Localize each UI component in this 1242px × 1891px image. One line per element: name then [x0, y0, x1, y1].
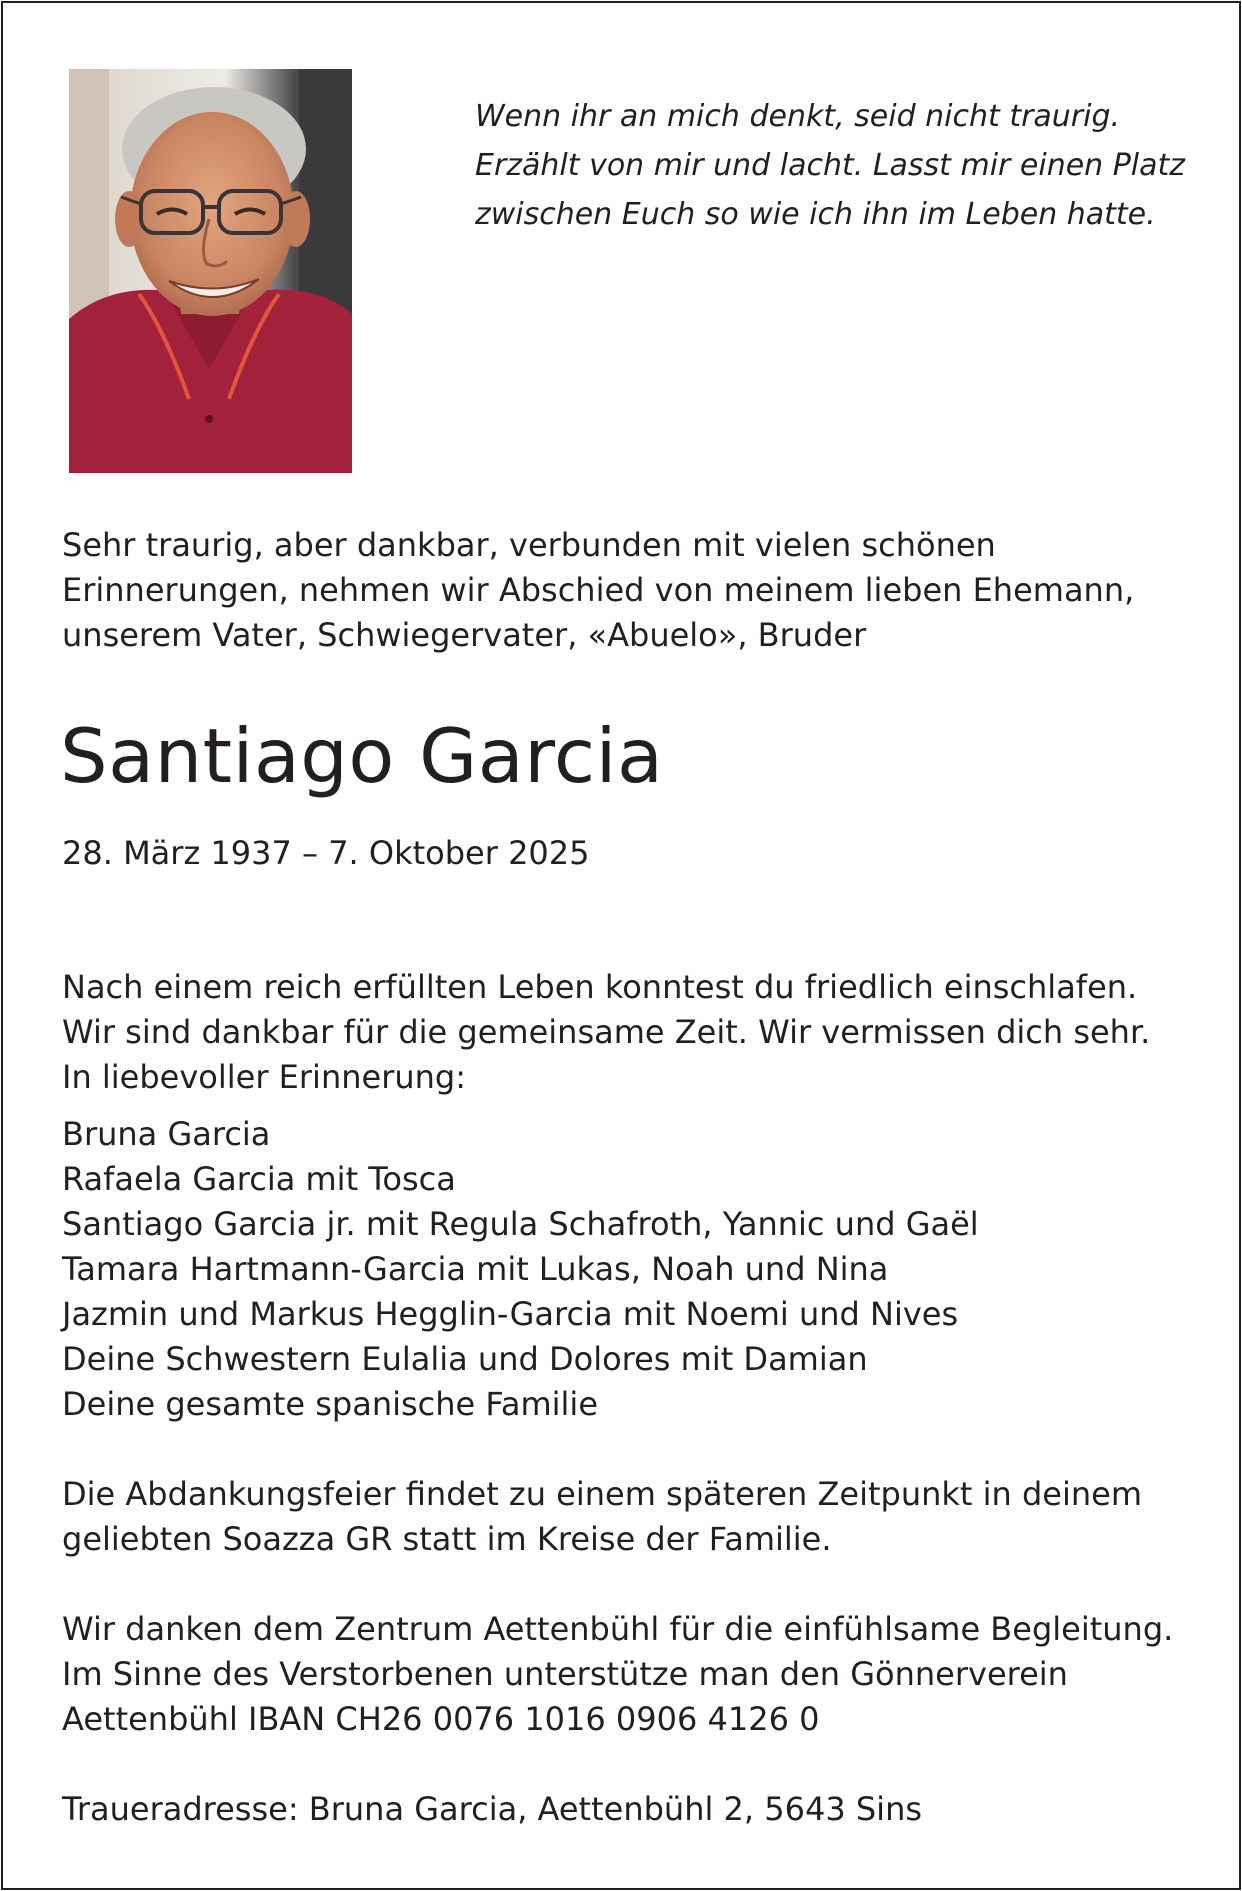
intro-paragraph — [62, 523, 1134, 658]
mourners-heading: In liebevoller Erinnerung: — [62, 1058, 466, 1096]
thanks-line: Aettenbühl IBAN CH26 0076 1016 0906 4126 0 — [62, 1700, 820, 1738]
deceased-name: Santiago Garcia — [60, 712, 664, 800]
portrait-photo — [69, 69, 352, 473]
ceremony-line: Die Abdankungsfeier findet zu einem späteren Zeitpunkt in deinem — [62, 1475, 1143, 1513]
thanks-line: Im Sinne des Verstorbenen unterstütze man den Gönnerverein — [62, 1655, 1068, 1693]
ceremony-notice — [62, 1472, 1142, 1562]
intro-line: unserem Vater, Schwiegervater, «Abuelo», Bruder — [62, 616, 867, 654]
mourner-name: Rafaela Garcia mit Tosca — [62, 1160, 456, 1198]
quote-line: Wenn ihr an mich denkt, seid nicht traurig. — [475, 99, 1121, 134]
mourning-address: Traueradresse: Bruna Garcia, Aettenbühl 2, 5643 Sins — [62, 1790, 923, 1828]
mourner-name: Santiago Garcia jr. mit Regula Schafroth, Yannic und Gaël — [62, 1205, 979, 1243]
intro-line: Sehr traurig, aber dankbar, verbunden mit vielen schönen — [62, 526, 996, 564]
quote-line: Erzählt von mir und lacht. Lasst mir einen Platz — [475, 148, 1186, 183]
message-line: Nach einem reich erfüllten Leben konntest du friedlich einschlafen. — [62, 968, 1138, 1006]
memorial-quote — [475, 92, 1186, 239]
farewell-message — [62, 965, 1150, 1055]
mourner-name: Deine gesamte spanische Familie — [62, 1385, 598, 1423]
message-line: Wir sind dankbar für die gemeinsame Zeit. Wir vermissen dich sehr. — [62, 1013, 1151, 1051]
intro-line: Erinnerungen, nehmen wir Abschied von meinem lieben Ehemann, — [62, 571, 1135, 609]
quote-line: zwischen Euch so wie ich ihn im Leben hatte. — [475, 197, 1156, 232]
thanks-paragraph — [62, 1607, 1173, 1742]
life-dates: 28. März 1937 – 7. Oktober 2025 — [62, 834, 590, 872]
thanks-line: Wir danken dem Zentrum Aettenbühl für die einfühlsame Begleitung. — [62, 1610, 1174, 1648]
mourner-name: Deine Schwestern Eulalia und Dolores mit Damian — [62, 1340, 868, 1378]
mourner-name: Jazmin und Markus Hegglin-Garcia mit Noemi und Nives — [62, 1295, 959, 1333]
mourner-name: Tamara Hartmann-Garcia mit Lukas, Noah und Nina — [62, 1250, 889, 1288]
mourner-name: Bruna Garcia — [62, 1115, 271, 1153]
mourners-list — [62, 1112, 979, 1427]
ceremony-line: geliebten Soazza GR statt im Kreise der Familie. — [62, 1520, 832, 1558]
